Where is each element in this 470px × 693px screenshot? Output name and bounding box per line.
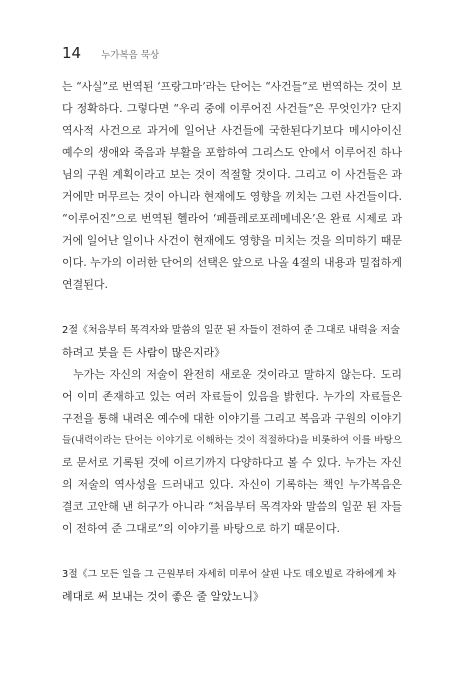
text-line: 결코 고안해 낸 허구가 아니라 “처음부터 목격자와 말씀의 일꾼 된 자들 xyxy=(62,500,402,513)
heading-line: 2절《처음부터 목격자와 말씀의 일꾼 된 자들이 전하여 준 그대로 내력을 저술 xyxy=(62,325,400,336)
verse-3-heading xyxy=(62,564,402,608)
page-body xyxy=(62,76,402,608)
text-line: 로 문서로 기록된 것에 이르기까지 다양하다고 볼 수 있다. 누가는 자신 xyxy=(62,456,402,469)
page-number: 14 xyxy=(62,44,82,62)
text-line: 어 이미 존재하고 있는 여러 자료들이 있음을 밝힌다. 누가의 자료들은 xyxy=(62,390,402,403)
page-header xyxy=(62,44,159,68)
text-line: 의 저술의 역사성을 드러내고 있다. 자신이 기록하는 책인 누가복음은 xyxy=(62,478,402,491)
text-line: 구전을 통해 내려온 예수에 대한 이야기를 그리고 복음과 구원의 이야기 xyxy=(62,412,402,425)
section-gap xyxy=(62,540,402,564)
text-line: 예수의 생애와 죽음과 부활을 포함하여 그리스도 안에서 이루어진 하나 xyxy=(62,146,402,159)
text-line: 들(내력이라는 단어는 이야기로 이해하는 것이 적절하다)을 비롯하여 이를 바탕으 xyxy=(62,435,402,446)
text-line: 는 “사실”로 번역된 ‘프랑그마’라는 단어는 “사건들”로 번역하는 것이 보 xyxy=(62,80,402,93)
paragraph-1 xyxy=(62,76,402,296)
text-line: 님의 구원 계획이라고 보는 것이 적절할 것이다. 그리고 이 사건들은 과 xyxy=(62,168,402,181)
text-line: 거에 일어난 일이나 사건이 현재에도 영향을 미치는 것을 의미하기 때문 xyxy=(62,234,402,247)
section-gap xyxy=(62,296,402,320)
text-line: 역사적 사건으로 과거에 일어난 사건들에 국한된다기보다 메시아이신 xyxy=(62,124,402,137)
paragraph-2 xyxy=(62,364,402,540)
text-line: “이루어진”으로 번역된 헬라어 ‘페플레로포레메네온’은 완료 시제로 과 xyxy=(62,212,402,225)
text-line: 거에만 머무르는 것이 아니라 현재에도 영향을 끼치는 그런 사건들이다. xyxy=(62,190,402,203)
text-line: 이다. 누가의 이러한 단어의 선택은 앞으로 나올 4절의 내용과 밀접하게 xyxy=(62,256,402,269)
heading-line: 례대로 써 보내는 것이 좋은 줄 알았노니》 xyxy=(62,590,264,603)
text-line: 누가는 자신의 저술이 완전히 새로운 것이라고 말하지 않는다. 도리 xyxy=(73,368,402,381)
text-line: 다 정확하다. 그렇다면 “우리 중에 이루어진 사건들”은 무엇인가? 단지 xyxy=(62,102,402,115)
verse-2-heading xyxy=(62,320,402,364)
running-title: 누가복음 묵상 xyxy=(101,50,160,61)
text-line: 연결된다. xyxy=(62,278,109,291)
text-line: 이 전하여 준 그대로”의 이야기를 바탕으로 하기 때문이다. xyxy=(62,522,340,535)
heading-line: 3절《그 모든 일을 그 근원부터 자세히 미루어 살핀 나도 데오빌로 각하에게 차 xyxy=(62,569,397,580)
heading-line: 하려고 붓을 든 사람이 많은지라》 xyxy=(62,346,226,359)
